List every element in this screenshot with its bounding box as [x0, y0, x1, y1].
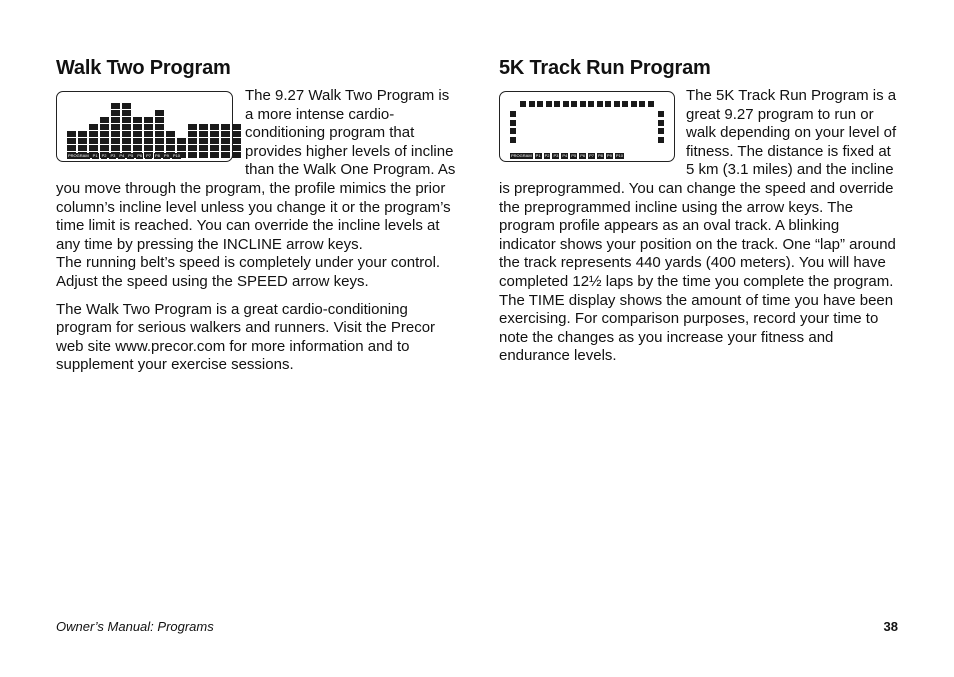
display-label: P2 — [544, 153, 550, 158]
profile-segment — [89, 145, 98, 151]
profile-segment — [177, 138, 186, 144]
display-label: P2 — [101, 153, 107, 158]
profile-segment — [100, 117, 109, 123]
profile-column — [144, 117, 154, 158]
walk-two-body — [56, 87, 456, 254]
profile-segment — [133, 124, 142, 130]
track-run-paragraph-2: The TIME display shows the amount of time you have been exercising. For comparison purposes, record your time to note the changes as you increase your fitness and endurance levels. — [499, 291, 894, 365]
profile-segment — [188, 138, 197, 144]
profile-segment — [155, 145, 164, 151]
profile-segment — [67, 131, 76, 137]
display-label: P7 — [589, 153, 595, 158]
display-label: P9 — [163, 153, 169, 158]
profile-segment — [144, 145, 153, 151]
profile-segment — [111, 110, 120, 116]
profile-segment — [232, 152, 241, 158]
display-label: P9 — [606, 153, 612, 158]
walk-two-paragraph-3: The Walk Two Program is a great cardio-conditioning program for serious walkers and runners. Visit the Precor web site www.precor.com for more information and to supplement your exercise sessions. — [56, 300, 436, 374]
profile-segment — [111, 124, 120, 130]
profile-segment — [144, 124, 153, 130]
profile-column — [155, 110, 165, 158]
profile-segment — [89, 131, 98, 137]
track-segment — [510, 111, 516, 117]
profile-segment — [232, 138, 241, 144]
profile-bars — [67, 102, 242, 158]
profile-segment — [67, 138, 76, 144]
profile-segment — [78, 145, 87, 151]
display-label: P1 — [535, 153, 541, 158]
track-run-profile-display — [499, 91, 675, 162]
profile-segment — [155, 124, 164, 130]
track-segment — [571, 101, 577, 107]
profile-segment — [122, 138, 131, 144]
profile-segment — [177, 145, 186, 151]
profile-segment — [232, 131, 241, 137]
track-segment — [614, 101, 620, 107]
track-run-title: 5K Track Run Program — [499, 57, 711, 79]
track-segment — [631, 101, 637, 107]
display-labels — [510, 153, 624, 159]
profile-column — [221, 124, 231, 158]
walk-two-section — [56, 55, 456, 375]
profile-segment — [122, 117, 131, 123]
track-segment — [510, 120, 516, 126]
profile-segment — [111, 145, 120, 151]
profile-segment — [155, 138, 164, 144]
track-segment — [554, 101, 560, 107]
display-label: P6 — [137, 153, 143, 158]
track-segment — [537, 101, 543, 107]
profile-segment — [221, 152, 230, 158]
display-label: P3 — [553, 153, 559, 158]
profile-segment — [221, 124, 230, 130]
profile-segment — [155, 110, 164, 116]
profile-segment — [100, 131, 109, 137]
track-segment — [546, 101, 552, 107]
display-label: PROGRAM — [511, 153, 532, 158]
profile-segment — [89, 124, 98, 130]
oval-track — [510, 101, 664, 149]
walk-two-paragraph-1: The 9.27 Walk Two Program is a more intense cardio-conditioning program that provides higher levels of incline than the Walk One Program. As you move through the program, the profile mimics the prior column’s incline level unless you change it or the program’s time limit is reached. You can override the incline levels at any time by pressing the INCLINE arrow keys. — [56, 87, 456, 253]
profile-segment — [188, 124, 197, 130]
profile-column — [111, 103, 121, 158]
walk-two-paragraph-2: The running belt’s speed is completely under your control. Adjust the speed using the SPEED arrow keys. — [56, 254, 441, 290]
track-segment — [597, 101, 603, 107]
profile-segment — [221, 131, 230, 137]
profile-column — [199, 124, 209, 158]
profile-segment — [133, 131, 142, 137]
profile-segment — [100, 145, 109, 151]
walk-two-title: Walk Two Program — [56, 57, 231, 79]
track-run-paragraph-1: The 5K Track Run Program is a great 9.27 program to run or walk depending on your level of fitness. The distance is fixed at 5 km (3.1 miles) and the incline is preprogrammed. You can change the speed and override the preprogrammed incline using the arrow keys. The program profile appears as an oval track. A blinking indicator shows your position on the track. One “lap” around the track represents 440 yards (400 meters). You will have completed 12½ laps by the time you complete the program. — [499, 87, 897, 290]
profile-segment — [122, 145, 131, 151]
display-label: P4 — [119, 153, 125, 158]
track-segment — [622, 101, 628, 107]
display-label: P3 — [110, 153, 116, 158]
profile-column — [210, 124, 220, 158]
profile-segment — [122, 110, 131, 116]
profile-segment — [133, 138, 142, 144]
profile-segment — [144, 138, 153, 144]
profile-segment — [166, 145, 175, 151]
profile-segment — [67, 145, 76, 151]
profile-segment — [210, 131, 219, 137]
track-run-section — [499, 55, 899, 366]
profile-segment — [122, 131, 131, 137]
profile-segment — [122, 103, 131, 109]
profile-segment — [111, 131, 120, 137]
profile-segment — [188, 131, 197, 137]
display-label: P5 — [571, 153, 577, 158]
profile-segment — [100, 138, 109, 144]
profile-segment — [166, 131, 175, 137]
track-run-body — [499, 87, 899, 292]
profile-segment — [111, 117, 120, 123]
profile-column — [122, 103, 132, 158]
footer-section-title: Owner’s Manual: Programs — [56, 619, 214, 634]
display-label: P5 — [128, 153, 134, 158]
profile-segment — [155, 117, 164, 123]
track-segment — [658, 120, 664, 126]
profile-segment — [78, 131, 87, 137]
track-segment — [648, 101, 654, 107]
display-label: PROGRAM — [68, 153, 89, 158]
display-label: P8 — [155, 153, 160, 158]
profile-segment — [232, 124, 241, 130]
profile-segment — [155, 131, 164, 137]
profile-segment — [199, 138, 208, 144]
profile-segment — [78, 138, 87, 144]
profile-segment — [199, 152, 208, 158]
profile-segment — [221, 138, 230, 144]
display-label: P4 — [562, 153, 568, 158]
profile-segment — [210, 124, 219, 130]
page-number: 38 — [883, 619, 898, 634]
profile-column — [100, 117, 110, 158]
profile-segment — [144, 117, 153, 123]
track-segment — [658, 128, 664, 134]
track-segment — [510, 128, 516, 134]
profile-segment — [133, 145, 142, 151]
profile-column — [232, 124, 242, 158]
display-label: P7 — [146, 153, 152, 158]
profile-column — [133, 117, 143, 158]
display-label: P10 — [172, 153, 180, 158]
profile-segment — [144, 131, 153, 137]
track-segment — [639, 101, 645, 107]
display-label: P8 — [598, 153, 603, 158]
display-labels — [67, 153, 181, 159]
profile-segment — [188, 145, 197, 151]
track-segment — [580, 101, 586, 107]
track-segment — [529, 101, 535, 107]
track-segment — [520, 101, 526, 107]
profile-segment — [199, 124, 208, 130]
profile-segment — [133, 117, 142, 123]
track-segment — [588, 101, 594, 107]
walk-two-profile-display — [56, 91, 233, 162]
display-label: P1 — [92, 153, 98, 158]
profile-segment — [221, 145, 230, 151]
track-segment — [510, 137, 516, 143]
profile-segment — [100, 124, 109, 130]
profile-segment — [210, 152, 219, 158]
profile-segment — [122, 124, 131, 130]
profile-segment — [210, 138, 219, 144]
track-segment — [605, 101, 611, 107]
profile-segment — [232, 145, 241, 151]
track-segment — [563, 101, 569, 107]
profile-segment — [199, 131, 208, 137]
display-label: P10 — [615, 153, 623, 158]
profile-segment — [188, 152, 197, 158]
profile-segment — [210, 145, 219, 151]
track-segment — [658, 111, 664, 117]
profile-segment — [166, 138, 175, 144]
track-segment — [658, 137, 664, 143]
profile-segment — [111, 103, 120, 109]
profile-segment — [199, 145, 208, 151]
profile-segment — [89, 138, 98, 144]
display-label: P6 — [580, 153, 586, 158]
profile-column — [188, 124, 198, 158]
profile-segment — [111, 138, 120, 144]
